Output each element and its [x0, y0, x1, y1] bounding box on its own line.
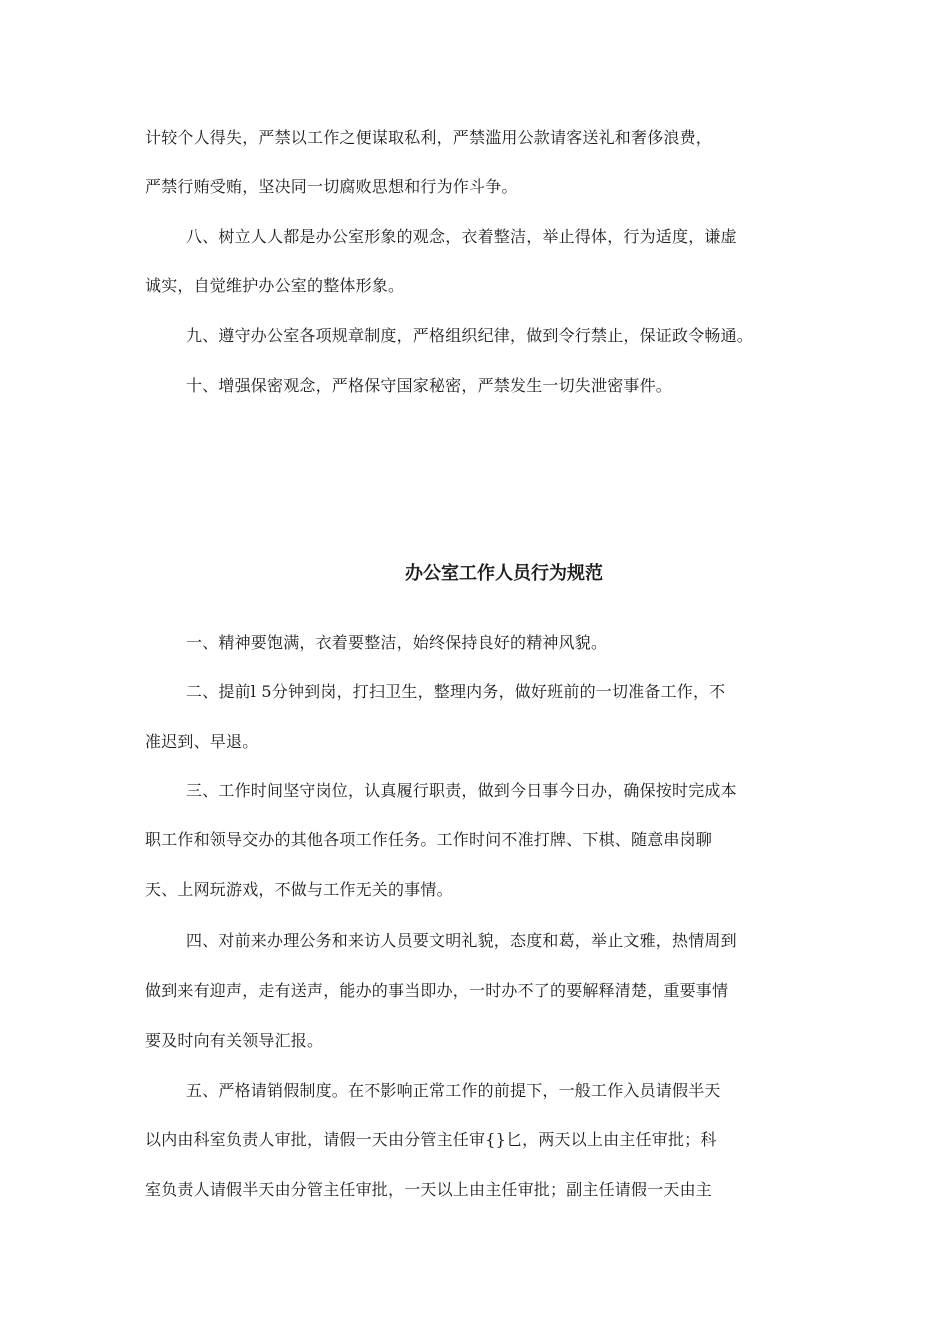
paragraph-line: 以内由科室负责人审批，请假一天由分管主任审{}匕，两天以上由主任审批；科: [145, 1130, 717, 1149]
paragraph-line: 诚实，自觉维护办公室的整体形象。: [145, 276, 405, 295]
paragraph-line: 四、对前来办理公务和来访人员要文明礼貌，态度和葛，举止文雅，热情周到: [186, 931, 737, 950]
paragraph-line: 二、提前l 5分钟到岗，打扫卫生，整理内务，做好班前的一切准备工作，不: [186, 682, 726, 701]
paragraph-line: 天、上网玩游戏，不做与工作无关的事情。: [145, 880, 453, 899]
paragraph-line: 一、精神要饱满，衣着要整洁，始终保持良好的精神风貌。: [186, 633, 608, 652]
paragraph-line: 九、遵守办公室各项规章制度，严格组织纪律，做到令行禁止，保证政令畅通。: [186, 326, 754, 345]
paragraph-line: 严禁行贿受贿，坚决同一切腐败思想和行为作斗争。: [145, 177, 518, 196]
paragraph-line: 三、工作时间坚守岗位，认真履行职责，做到今日事今日办，确保按时完成本: [186, 781, 737, 800]
paragraph-line: 十、增强保密观念，严格保守国家秘密，严禁发生一切失泄密事件。: [186, 376, 673, 395]
paragraph-line: 计较个人得失，严禁以工作之便谋取私利，严禁滥用公款请客送礼和奢侈浪费，: [145, 128, 713, 147]
paragraph-line: 五、严格请销假制度。在不影响正常工作的前提下，一般工作入员请假半天: [186, 1081, 721, 1100]
paragraph-line: 做到来有迎声，走有送声，能办的事当即办，一时办不了的要解释清楚，重要事情: [145, 981, 729, 1000]
paragraph-line: 室负责人请假半天由分管主任审批，一天以上由主任审批；副主任请假一天由主: [145, 1180, 713, 1199]
section-title: 办公室工作人员行为规范: [405, 563, 603, 584]
paragraph-line: 八、树立人人都是办公室形象的观念，衣着整洁，举止得体，行为适度，谦虚: [186, 227, 737, 246]
paragraph-line: 准迟到、早退。: [145, 732, 259, 751]
paragraph-line: 要及时向有关领导汇报。: [145, 1031, 324, 1050]
paragraph-line: 职工作和领导交办的其他各项工作任务。工作时问不准打牌、下棋、随意串岗聊: [145, 830, 713, 849]
